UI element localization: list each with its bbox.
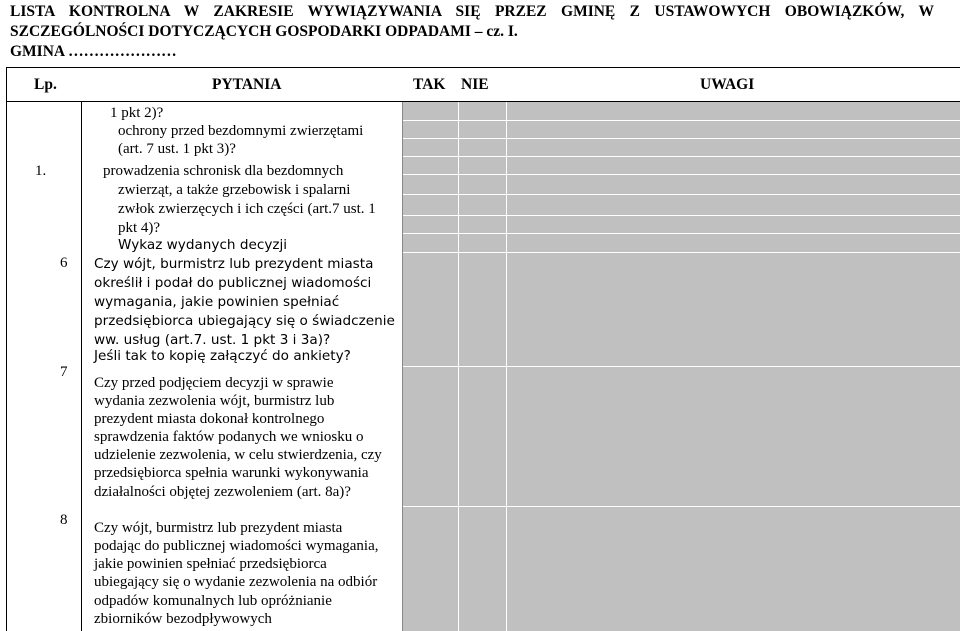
question-line: odpadów komunalnych lub opróżnianie xyxy=(94,593,332,609)
title-line-1: LISTA KONTROLNA W ZAKRESIE WYWIĄZYWANIA SIĘ PRZEZ GMINĘ Z USTAWOWYCH OBOWIĄZKÓW, W xyxy=(10,3,934,20)
question-line: podając do publicznej wiadomości wymagania, xyxy=(94,538,379,554)
col-header-uwagi: UWAGI xyxy=(700,76,755,93)
row-number-7: 7 xyxy=(60,364,68,380)
question-line: jakie powinien spełniać przedsiębiorca xyxy=(94,556,327,572)
question-line: (art. 7 ust. 1 pkt 3)? xyxy=(118,141,236,157)
title-line-3: GMINA ………………… xyxy=(10,43,177,60)
question-line: wydania zezwolenia wójt, burmistrz lub xyxy=(94,393,335,409)
question-line: zbiorników bezodpływowych xyxy=(94,611,272,627)
document-title xyxy=(10,2,934,62)
question-line: prowadzenia schronisk dla bezdomnych xyxy=(103,163,344,179)
question-line: określił i podał do publicznej wiadomości xyxy=(94,275,372,291)
col-header-nie: NIE xyxy=(461,76,489,93)
question-line: wymagania, jakie powinien spełniać xyxy=(94,294,340,310)
question-line: Jeśli tak to kopię załączyć do ankiety? xyxy=(94,348,351,364)
section-heading: Wykaz wydanych decyzji xyxy=(118,237,288,253)
row-number-6: 6 xyxy=(60,255,68,271)
question-line: zwierząt, a także grzebowisk i spalarni xyxy=(118,182,351,198)
col-header-lp: Lp. xyxy=(34,76,57,93)
question-line: pkt 4)? xyxy=(118,220,161,236)
question-line: ochrony przed bezdomnymi zwierzętami xyxy=(118,123,364,139)
question-line: ww. usług (art.7. ust. 1 pkt 3 i 3a)? xyxy=(94,332,331,348)
col-header-tak: TAK xyxy=(413,76,446,93)
row-number-1: 1. xyxy=(35,163,47,179)
question-line: udzielenie zezwolenia, w celu stwierdzenia, czy xyxy=(94,447,382,463)
question-line: ubiegający się o wydanie zezwolenia na odbiór xyxy=(94,574,378,590)
row-number-8: 8 xyxy=(60,512,68,528)
question-line: Czy wójt, burmistrz lub prezydent miasta xyxy=(94,256,374,272)
title-line-2: SZCZEGÓLNOŚCI DOTYCZĄCYCH GOSPODARKI ODPADAMI – cz. I. xyxy=(10,23,518,40)
question-line: przedsiębiorca spełnia warunki wykonywania xyxy=(94,465,369,481)
question-line: zwłok zwierzęcych i ich części (art.7 ust. 1 xyxy=(118,201,376,217)
question-line: działalności objętej zezwoleniem (art. 8a)? xyxy=(94,484,351,500)
question-line: 1 pkt 2)? xyxy=(110,105,164,121)
question-line: prezydent miasta dokonał kontrolnego xyxy=(94,411,325,427)
col-header-pytania: PYTANIA xyxy=(212,76,282,93)
question-line: Czy przed podjęciem decyzji w sprawie xyxy=(94,375,334,391)
question-line: sprawdzenia faktów podanych we wniosku o xyxy=(94,429,364,445)
question-line: przedsiębiorca ubiegający się o świadczenie xyxy=(94,313,395,329)
question-line: Czy wójt, burmistrz lub prezydent miasta xyxy=(94,520,343,536)
